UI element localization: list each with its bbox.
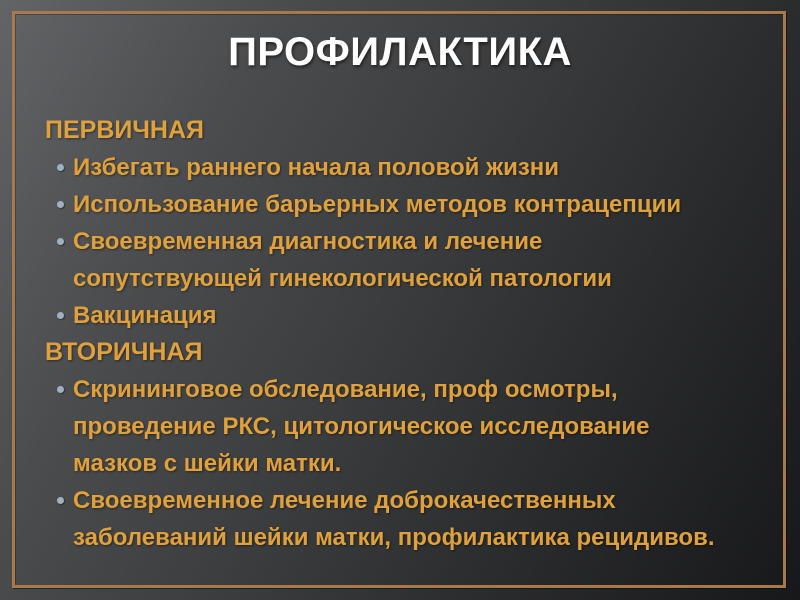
bullet-item: Вакцинация bbox=[45, 297, 750, 334]
bullet-item: Своевременное лечение доброкачественных заболеваний шейки матки, профилактика рецидивов. bbox=[45, 482, 750, 556]
bullet-item: Своевременная диагностика и лечение сопутствующей гинекологической патологии bbox=[45, 223, 750, 297]
bullet-list bbox=[45, 149, 750, 334]
slide-body bbox=[45, 112, 750, 556]
bullet-item: Скрининговое обследование, проф осмотры, проведение РКС, цитологическое исследование мазков с шейки матки. bbox=[45, 371, 750, 482]
section-heading: ВТОРИЧНАЯ bbox=[45, 338, 203, 366]
bullet-item: Использование барьерных методов контрацепции bbox=[45, 186, 750, 223]
slide-title: ПРОФИЛАКТИКА bbox=[228, 30, 572, 74]
section-heading: ПЕРВИЧНАЯ bbox=[45, 116, 204, 144]
bullet-list bbox=[45, 371, 750, 556]
bullet-item: Избегать раннего начала половой жизни bbox=[45, 149, 750, 186]
